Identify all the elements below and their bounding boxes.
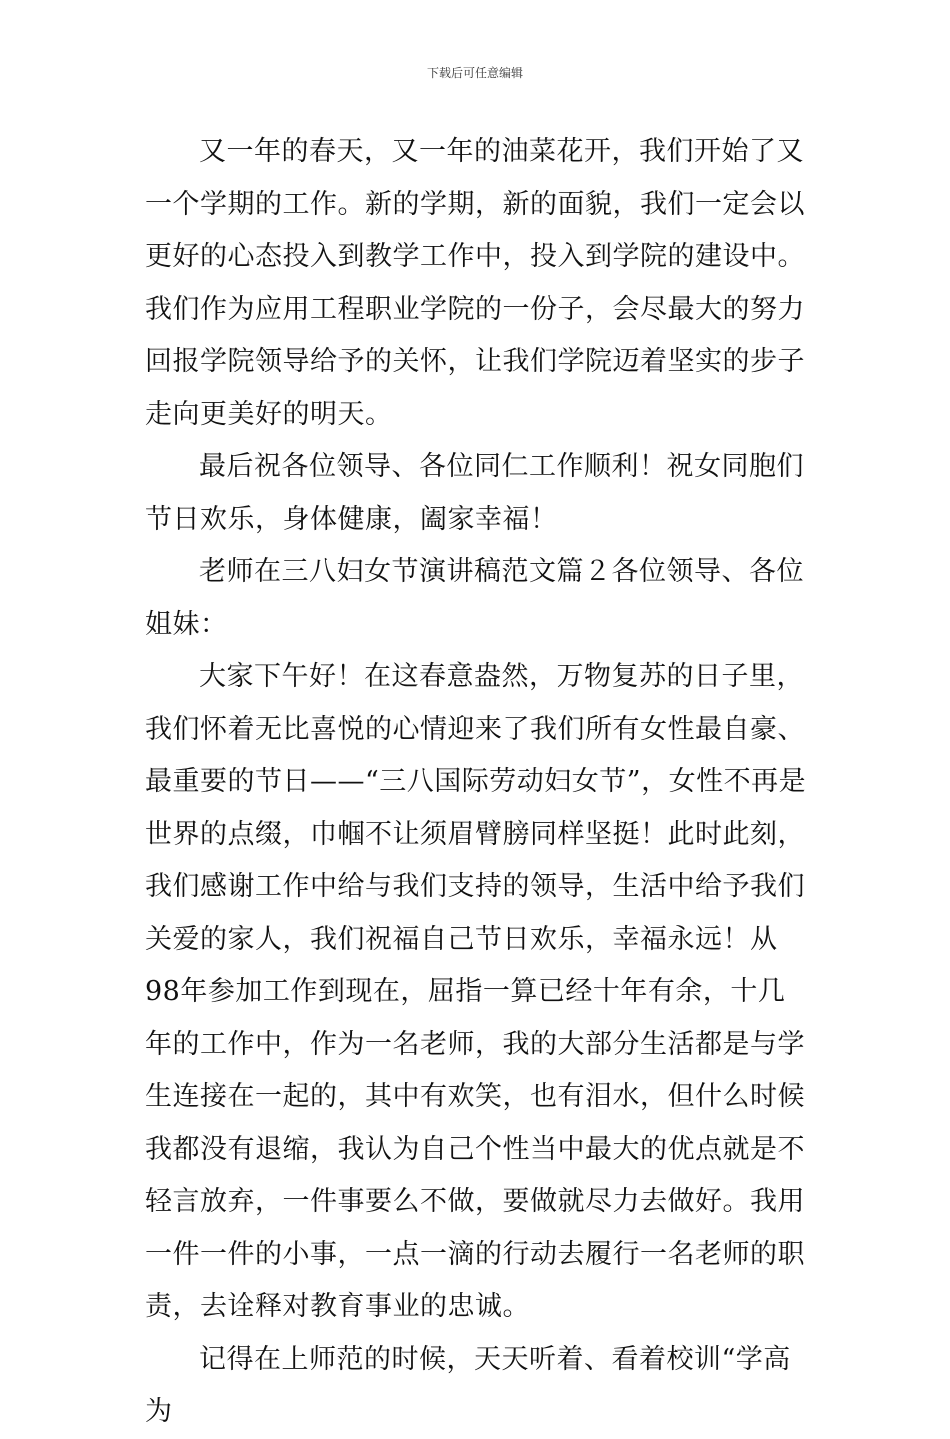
paragraph-4: 大家下午好！在这春意盎然，万物复苏的日子里，我们怀着无比喜悦的心情迎来了我们所有女性最自豪、最重要的节日——“三八国际劳动妇女节”，女性不再是世界的点缀，巾帼不让须眉臂膀同样坚挺！此时此刻，我们感谢工作中给与我们支持的领导，生活中给予我们关爱的家人，我们祝福自己节日欢乐，幸福永远！从98年参加工作到现在，屈指一算已经十年有余，十几年的工作中，作为一名老师，我的大部分生活都是与学生连接在一起的，其中有欢笑，也有泪水，但什么时候我都没有退缩，我认为自己个性当中最大的优点就是不轻言放弃，一件事要么不做，要做就尽力去做好。我用一件一件的小事，一点一滴的行动去履行一名老师的职责，去诠释对教育事业的忠诚。: [145, 661, 807, 1322]
paragraph-3: 老师在三八妇女节演讲稿范文篇２各位领导、各位姐妹：: [145, 556, 804, 640]
paragraph-2: 最后祝各位领导、各位同仁工作顺利！祝女同胞们节日欢乐，身体健康，阖家幸福！: [145, 451, 804, 535]
page-header: 下载后可任意编辑: [426, 66, 523, 80]
paragraph-1: 又一年的春天，又一年的油菜花开，我们开始了又一个学期的工作。新的学期，新的面貌，我们一定会以更好的心态投入到教学工作中，投入到学院的建设中。我们作为应用工程职业学院的一份子，会尽最大的努力回报学院领导给予的关怀，让我们学院迈着坚实的步子走向更美好的明天。: [145, 136, 805, 430]
paragraph-5: 记得在上师范的时候，天天听着、看着校训“学高为: [145, 1343, 791, 1427]
document-body: [145, 126, 810, 1439]
